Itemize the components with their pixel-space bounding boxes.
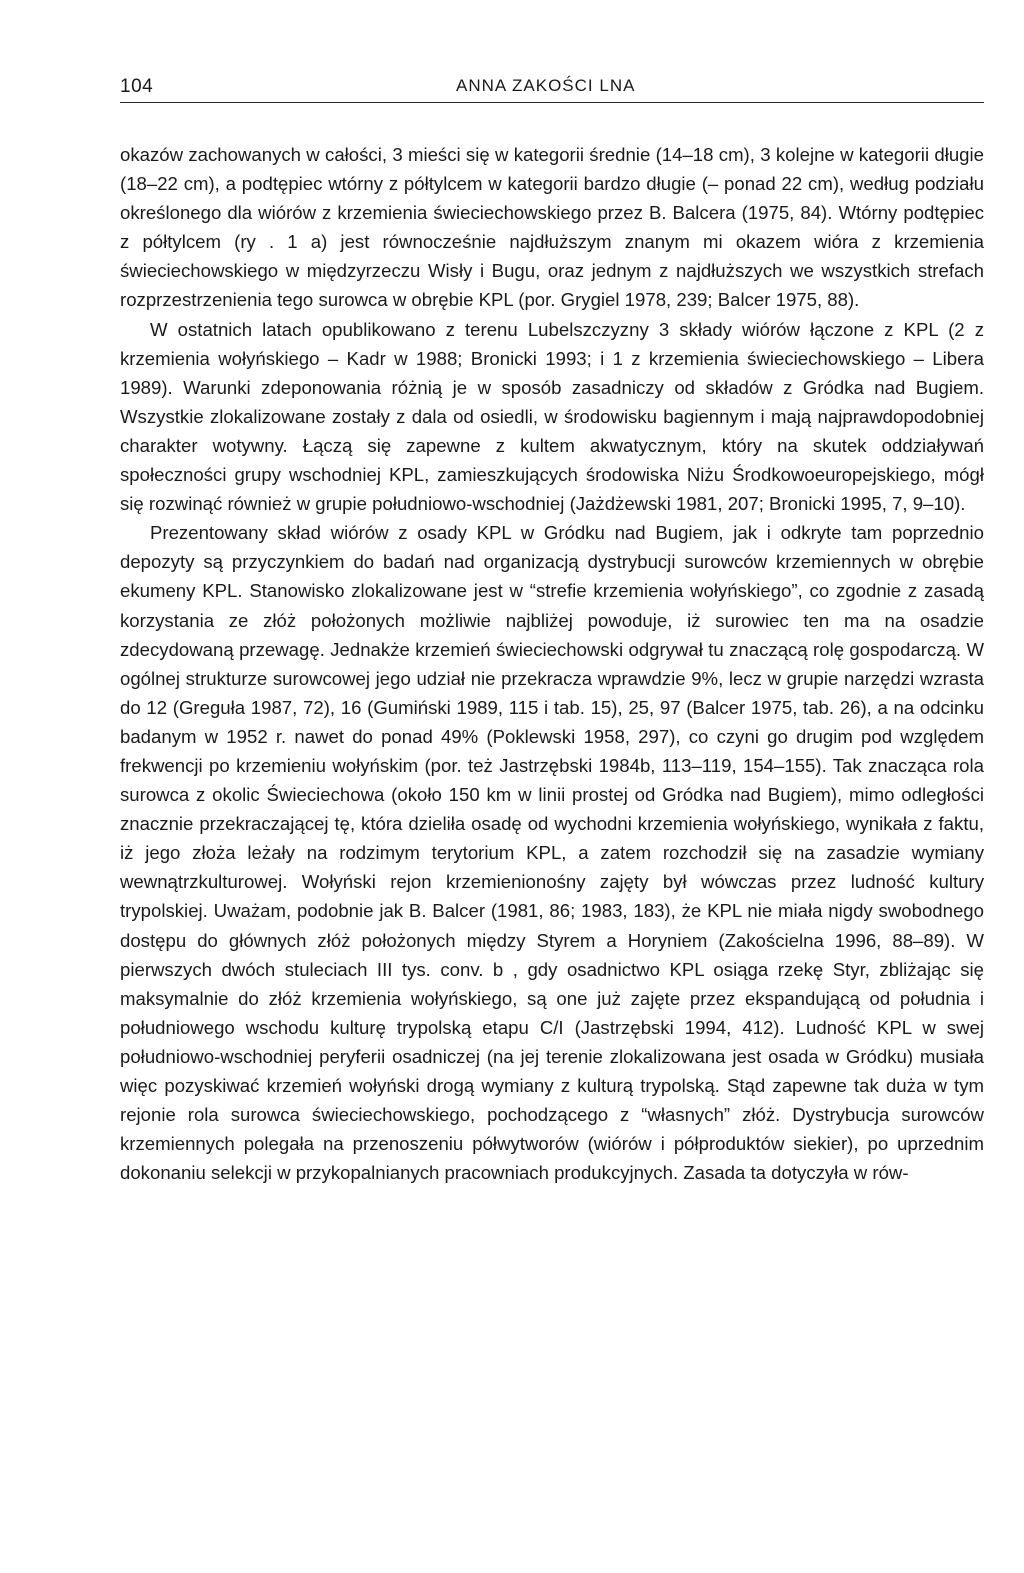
page-header	[120, 76, 984, 103]
paragraph-1: okazów zachowanych w całości, 3 mieści się w kategorii średnie (14–18 cm), 3 kolejne w kategorii długie (18–22 cm), a podtępiec wtórny z półtylcem w kategorii bardzo długie (– ponad 22 cm), według podziału określonego dla wiórów z krzemienia świeciechowskiego przez B. Balcera (1975, 84). Wtórny podtępiec z półtylcem (ry . 1 a) jest równocześnie najdłuższym znanym mi okazem wióra z krzemienia świeciechowskiego w międzyrzeczu Wisły i Bugu, oraz jednym z najdłuższych we wszystkich strefach rozprzestrzenienia tego surowca w obrębie KPL (por. Grygiel 1978, 239; Balcer 1975, 88).	[120, 144, 984, 311]
page-number: 104	[120, 76, 154, 97]
paragraph-2: W ostatnich latach opublikowano z terenu Lubelszczyzny 3 składy wiórów łączone z KPL (2 z krzemienia wołyńskiego – Kadr w 1988; Bronicki 1993; i 1 z krzemienia świeciechowskiego – Libera 1989). Warunki zdeponowania różnią je w sposób zasadniczy od składów z Gródka nad Bugiem. Wszystkie zlokalizowane zostały z dala od osiedli, w środowisku bagiennym i mają najprawdopodobniej charakter wotywny. Łączą się zapewne z kultem akwatycznym, który na skutek oddziaływań społeczności grupy wschodniej KPL, zamieszkujących środowiska Niżu Środkowoeuropejskiego, mógł się rozwinąć również w grupie południowo-wschodniej (Jażdżewski 1981, 207; Bronicki 1995, 7, 9–10).	[120, 318, 984, 515]
paragraph-3: Prezentowany skład wiórów z osady KPL w Gródku nad Bugiem, jak i odkryte tam poprzednio depozyty są przyczynkiem do badań nad organizacją dystrybucji surowców krzemiennych w obrębie ekumeny KPL. Stanowisko zlokalizowane jest w “strefie krzemienia wołyńskiego”, co zgodnie z zasadą korzystania ze złóż położonych możliwie najbliżej powoduje, iż surowiec ten ma na osadzie zdecydowaną przewagę. Jednakże krzemień świeciechowski odgrywał tu znaczącą rolę gospodarczą. W ogólnej strukturze surowcowej jego udział nie przekracza wprawdzie 9%, lecz w grupie narzędzi wzrasta do 12 (Greguła 1987, 72), 16 (Gumiński 1989, 115 i tab. 15), 25, 97 (Balcer 1975, tab. 26), a na odcinku badanym w 1952 r. nawet do ponad 49% (Poklewski 1958, 297), co czyni go drugim pod względem frekwencji po krzemieniu wołyńskim (por. też Jastrzębski 1984b, 113–119, 154–155). Tak znacząca rola surowca z okolic Świeciechowa (około 150 km w linii prostej od Gródka nad Bugiem), mimo odległości znacznie przekraczającej tę, która dzieliła osadę od wychodni krzemienia wołyńskiego, wynikała z faktu, iż jego złoża leżały na rodzimym terytorium KPL, a zatem rozchodził się na zasadzie wymiany wewnątrzkulturowej. Wołyński rejon krzemienionośny zajęty był wówczas przez ludność kultury trypolskiej. Uważam, podobnie jak B. Balcer (1981, 86; 1983, 183), że KPL nie miała nigdy swobodnego dostępu do głównych złóż położonych między Styrem a Horyniem (Zakościelna 1996, 88–89). W pierwszych dwóch stuleciach III tys. conv. b , gdy osadnictwo KPL osiąga rzekę Styr, zbliżając się maksymalnie do złóż krzemienia wołyńskiego, są one już zajęte przez ekspandującą od południa i południowego wschodu kulturę trypolską etapu C/I (Jastrzębski 1994, 412). Ludność KPL w swej południowo-wschodniej peryferii osadniczej (na jej terenie zlokalizowana jest osada w Gródku) musiała więc pozyskiwać krzemień wołyński drogą wymiany z kulturą trypolską. Stąd zapewne tak duża w tym rejonie rola surowca świeciechowskiego, pochodzącego z “własnych” złóż. Dystrybucja surowców krzemiennych polegała na przenoszeniu półwytworów (wiórów i półproduktów siekier), po uprzednim dokonaniu selekcji w przykopalnianych pracowniach produkcyjnych. Zasada ta dotyczyła w rów-	[120, 522, 984, 1184]
body-text	[120, 140, 984, 1187]
running-head: ANNA ZAKOŚCI LNA	[456, 76, 636, 95]
